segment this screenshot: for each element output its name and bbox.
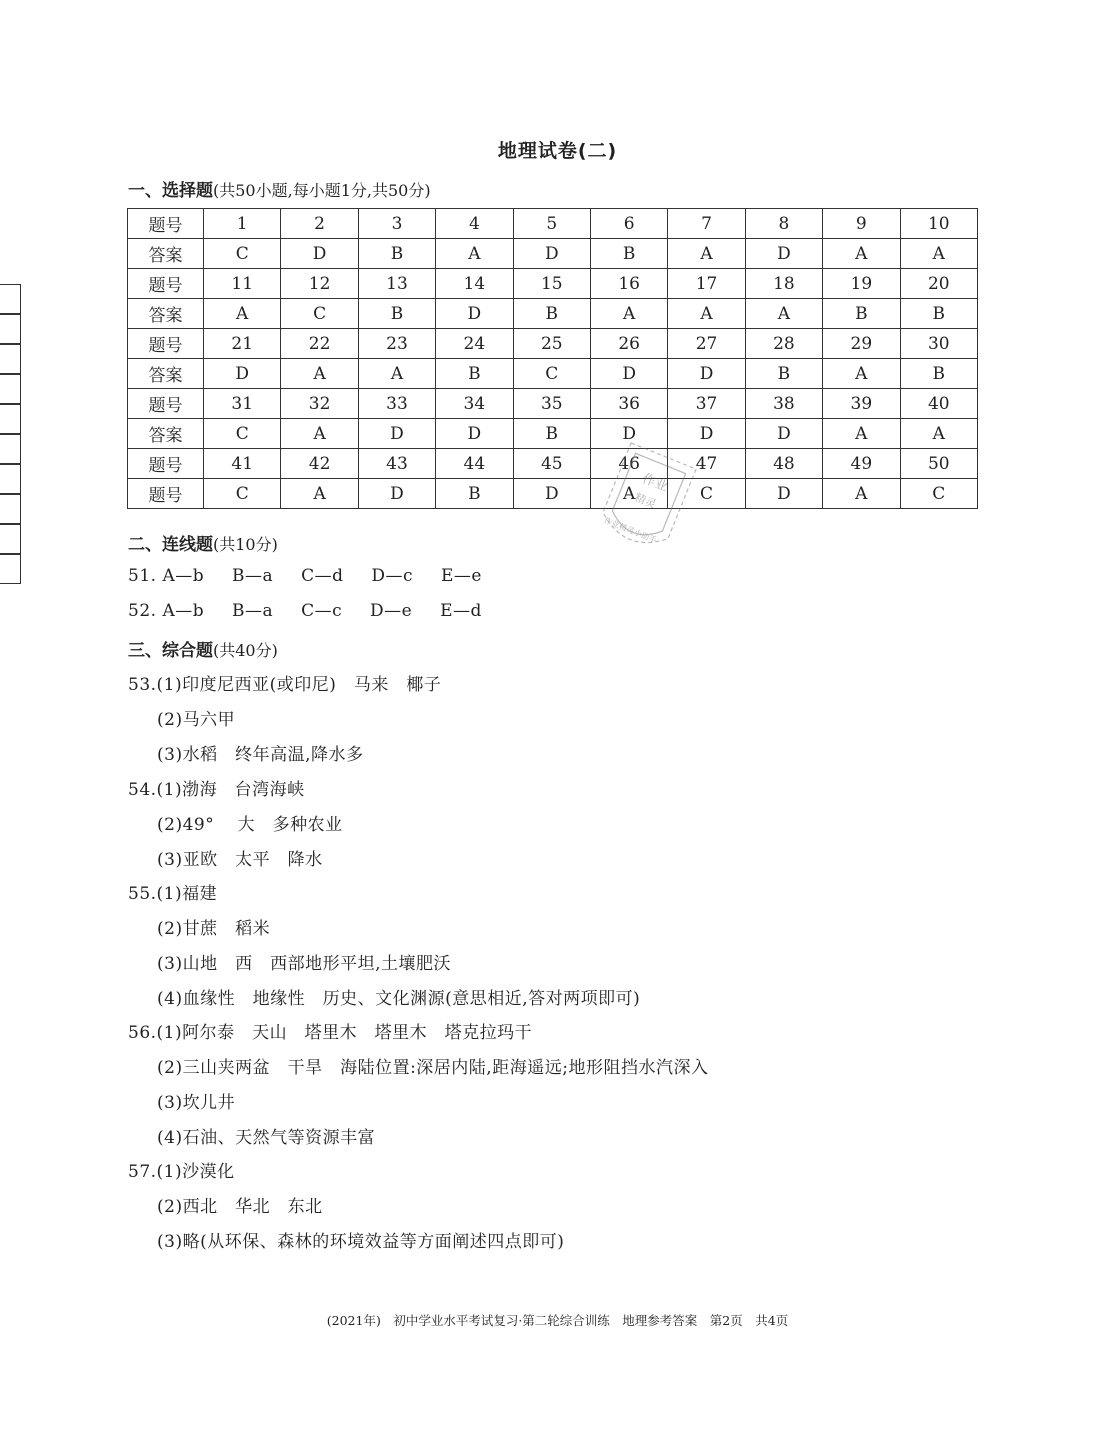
table-cell: 27 xyxy=(668,329,745,359)
table-cell: 35 xyxy=(513,389,590,419)
answer-text: (3)坎儿井 xyxy=(157,1093,236,1113)
table-cell: 8 xyxy=(745,209,822,239)
row-header-cell: 题号 xyxy=(128,269,204,299)
answer-text: (2)49° 大 多种农业 xyxy=(157,815,343,835)
table-cell: 6 xyxy=(590,209,667,239)
table-cell: B xyxy=(513,419,590,449)
answer-line xyxy=(157,984,640,1009)
question-number: 52. xyxy=(128,601,157,621)
table-cell: A xyxy=(436,239,513,269)
match-pair: D—e xyxy=(370,601,413,621)
table-cell: A xyxy=(823,359,900,389)
stamp-text-1: 作业 xyxy=(639,471,670,496)
page-footer: (2021年) 初中学业水平考试复习·第二轮综合训练 地理参考答案 第2页 共4页 xyxy=(326,1313,789,1328)
table-row xyxy=(128,449,978,479)
section-matching-heading xyxy=(128,530,278,555)
margin-box xyxy=(0,404,21,434)
table-cell: 37 xyxy=(668,389,745,419)
table-cell: C xyxy=(668,479,745,509)
table-cell: 11 xyxy=(204,269,281,299)
table-cell: 45 xyxy=(513,449,590,479)
table-cell: 41 xyxy=(204,449,281,479)
section-comprehensive-heading xyxy=(128,636,278,661)
answer-line xyxy=(128,670,441,695)
section-heading: 三、综合题 xyxy=(128,641,213,661)
answer-line xyxy=(157,1227,564,1252)
answer-line xyxy=(157,1088,235,1113)
answer-line xyxy=(128,1157,235,1182)
table-cell: 7 xyxy=(668,209,745,239)
answer-text: (2)马六甲 xyxy=(157,710,236,730)
table-cell: 49 xyxy=(823,449,900,479)
table-cell: C xyxy=(204,479,281,509)
table-cell: A xyxy=(204,299,281,329)
answer-text: (4)血缘性 地缘性 历史、文化渊源(意思相近,答对两项即可) xyxy=(157,989,641,1009)
table-cell: 9 xyxy=(823,209,900,239)
answer-text: (3)亚欧 太平 降水 xyxy=(157,850,323,870)
answer-text: (1)沙漠化 xyxy=(156,1162,235,1182)
table-cell: B xyxy=(358,239,435,269)
match-pair: C—d xyxy=(301,566,344,586)
answer-text: (1)福建 xyxy=(156,884,218,904)
answer-text: (2)西北 华北 东北 xyxy=(157,1197,323,1217)
row-header-cell: 答案 xyxy=(128,299,204,329)
table-cell: 17 xyxy=(668,269,745,299)
question-number: 56. xyxy=(128,1023,157,1043)
table-cell: D xyxy=(436,299,513,329)
table-cell: 46 xyxy=(590,449,667,479)
table-row xyxy=(128,269,978,299)
section-choice-heading xyxy=(128,176,431,201)
answer-line xyxy=(157,1192,323,1217)
table-cell: 15 xyxy=(513,269,590,299)
table-cell: C xyxy=(204,239,281,269)
table-cell: D xyxy=(668,359,745,389)
table-row xyxy=(128,479,978,509)
table-cell: 26 xyxy=(590,329,667,359)
answer-text: (2)甘蔗 稻米 xyxy=(157,919,271,939)
match-pair: B—a xyxy=(232,601,274,621)
table-cell: A xyxy=(590,299,667,329)
stamp-text-3: 作业精灵小助手 xyxy=(602,515,658,546)
match-pair: E—d xyxy=(440,601,482,621)
table-cell: A xyxy=(668,299,745,329)
answer-table xyxy=(127,208,978,512)
table-cell: 44 xyxy=(436,449,513,479)
answer-text: (1)阿尔泰 天山 塔里木 塔里木 塔克拉玛干 xyxy=(156,1023,533,1043)
table-row xyxy=(128,329,978,359)
answer-line xyxy=(157,845,323,870)
table-cell: 20 xyxy=(900,269,977,299)
table-row xyxy=(128,389,978,419)
answer-line xyxy=(128,775,305,800)
table-cell: D xyxy=(358,479,435,509)
section-heading: 二、连线题 xyxy=(128,535,213,555)
table-cell: D xyxy=(281,239,358,269)
section-heading: 一、选择题 xyxy=(128,181,213,201)
watermark-stamp xyxy=(588,432,698,582)
table-cell: 36 xyxy=(590,389,667,419)
question-number: 53. xyxy=(128,675,157,695)
margin-box xyxy=(0,314,21,344)
margin-box xyxy=(0,494,21,524)
table-cell: 13 xyxy=(358,269,435,299)
answer-text: (3)略(从环保、森林的环境效益等方面阐述四点即可) xyxy=(157,1232,565,1252)
table-cell: A xyxy=(668,239,745,269)
table-cell: A xyxy=(823,479,900,509)
row-header-cell: 答案 xyxy=(128,359,204,389)
table-cell: D xyxy=(436,419,513,449)
table-cell: B xyxy=(590,239,667,269)
match-pair: A—b xyxy=(162,566,205,586)
table-cell: 30 xyxy=(900,329,977,359)
table-row xyxy=(128,299,978,329)
table-cell: B xyxy=(436,359,513,389)
answer-text: (1)渤海 台湾海峡 xyxy=(156,780,305,800)
margin-box xyxy=(0,524,21,554)
table-cell: A xyxy=(823,419,900,449)
question-number: 55. xyxy=(128,884,157,904)
answer-text: (1)印度尼西亚(或印尼) 马来 椰子 xyxy=(156,675,442,695)
table-cell: C xyxy=(513,359,590,389)
margin-box xyxy=(0,374,21,404)
row-header-cell: 答案 xyxy=(128,239,204,269)
table-cell: 23 xyxy=(358,329,435,359)
table-cell: D xyxy=(513,239,590,269)
answer-line xyxy=(157,810,343,835)
section-note: (共50小题,每小题1分,共50分) xyxy=(213,181,431,200)
table-cell: 3 xyxy=(358,209,435,239)
table-cell: B xyxy=(900,299,977,329)
table-row xyxy=(128,359,978,389)
table-row xyxy=(128,419,978,449)
question-number: 51. xyxy=(128,566,157,586)
table-cell: B xyxy=(358,299,435,329)
answer-text: (2)三山夹两盆 干旱 海陆位置:深居内陆,距海遥远;地形阻挡水汽深入 xyxy=(157,1058,709,1078)
table-cell: 14 xyxy=(436,269,513,299)
table-cell: D xyxy=(745,479,822,509)
stamp-text-2: 精灵 xyxy=(632,490,659,512)
page-title: 地理试卷(二) xyxy=(497,140,618,162)
answer-line xyxy=(157,914,270,939)
table-cell: 34 xyxy=(436,389,513,419)
table-cell: C xyxy=(281,299,358,329)
table-cell: 43 xyxy=(358,449,435,479)
table-cell: D xyxy=(745,239,822,269)
table-cell: C xyxy=(900,479,977,509)
table-cell: A xyxy=(590,479,667,509)
margin-box xyxy=(0,344,21,374)
answer-line xyxy=(128,879,217,904)
margin-box xyxy=(0,464,21,494)
table-cell: B xyxy=(513,299,590,329)
table-cell: 33 xyxy=(358,389,435,419)
margin-box xyxy=(0,284,21,314)
table-cell: 22 xyxy=(281,329,358,359)
table-cell: A xyxy=(900,239,977,269)
section-note: (共10分) xyxy=(213,535,278,554)
table-cell: 38 xyxy=(745,389,822,419)
table-cell: 5 xyxy=(513,209,590,239)
section-note: (共40分) xyxy=(213,641,278,660)
match-pair: B—a xyxy=(232,566,274,586)
table-cell: 39 xyxy=(823,389,900,419)
table-cell: A xyxy=(823,239,900,269)
table-cell: A xyxy=(900,419,977,449)
table-cell: 31 xyxy=(204,389,281,419)
table-row xyxy=(128,209,978,239)
table-cell: 32 xyxy=(281,389,358,419)
table-cell: D xyxy=(358,419,435,449)
answer-line xyxy=(128,1018,532,1043)
table-cell: 10 xyxy=(900,209,977,239)
table-cell: 47 xyxy=(668,449,745,479)
table-cell: 48 xyxy=(745,449,822,479)
table-cell: B xyxy=(436,479,513,509)
match-pair: D—c xyxy=(371,566,414,586)
table-cell: B xyxy=(745,359,822,389)
table-cell: 29 xyxy=(823,329,900,359)
table-cell: A xyxy=(281,359,358,389)
answer-text: (4)石油、天然气等资源丰富 xyxy=(157,1128,376,1148)
row-header-cell: 答案 xyxy=(128,419,204,449)
question-number: 57. xyxy=(128,1162,157,1182)
table-cell: 21 xyxy=(204,329,281,359)
table-cell: D xyxy=(590,359,667,389)
table-cell: 42 xyxy=(281,449,358,479)
table-cell: 40 xyxy=(900,389,977,419)
matching-line-51 xyxy=(128,566,482,586)
table-cell: 1 xyxy=(204,209,281,239)
match-pair: C—c xyxy=(301,601,343,621)
row-header-cell: 题号 xyxy=(128,479,204,509)
answer-line xyxy=(157,740,363,765)
table-cell: 12 xyxy=(281,269,358,299)
table-cell: D xyxy=(745,419,822,449)
table-cell: B xyxy=(900,359,977,389)
table-cell: D xyxy=(590,419,667,449)
table-cell: 4 xyxy=(436,209,513,239)
table-cell: D xyxy=(204,359,281,389)
table-cell: D xyxy=(513,479,590,509)
row-header-cell: 题号 xyxy=(128,389,204,419)
table-cell: 18 xyxy=(745,269,822,299)
table-cell: A xyxy=(281,419,358,449)
table-cell: A xyxy=(358,359,435,389)
match-pair: E—e xyxy=(440,566,482,586)
table-cell: A xyxy=(745,299,822,329)
table-cell: 16 xyxy=(590,269,667,299)
answer-line xyxy=(157,949,451,974)
table-cell: 2 xyxy=(281,209,358,239)
row-header-cell: 题号 xyxy=(128,209,204,239)
margin-box xyxy=(0,434,21,464)
match-pair: A—b xyxy=(162,601,205,621)
table-cell: 24 xyxy=(436,329,513,359)
table-cell: A xyxy=(281,479,358,509)
answer-line xyxy=(157,1123,375,1148)
table-cell: 25 xyxy=(513,329,590,359)
table-row xyxy=(128,239,978,269)
answer-line xyxy=(157,1053,708,1078)
answer-text: (3)山地 西 西部地形平坦,土壤肥沃 xyxy=(157,954,451,974)
table-cell: 19 xyxy=(823,269,900,299)
table-cell: B xyxy=(823,299,900,329)
row-header-cell: 题号 xyxy=(128,449,204,479)
table-cell: 50 xyxy=(900,449,977,479)
table-cell: 28 xyxy=(745,329,822,359)
question-number: 54. xyxy=(128,780,157,800)
answer-text: (3)水稻 终年高温,降水多 xyxy=(157,745,364,765)
margin-box xyxy=(0,554,21,584)
table-cell: D xyxy=(668,419,745,449)
table-cell: C xyxy=(204,419,281,449)
matching-line-52 xyxy=(128,601,482,621)
row-header-cell: 题号 xyxy=(128,329,204,359)
answer-line xyxy=(157,705,235,730)
